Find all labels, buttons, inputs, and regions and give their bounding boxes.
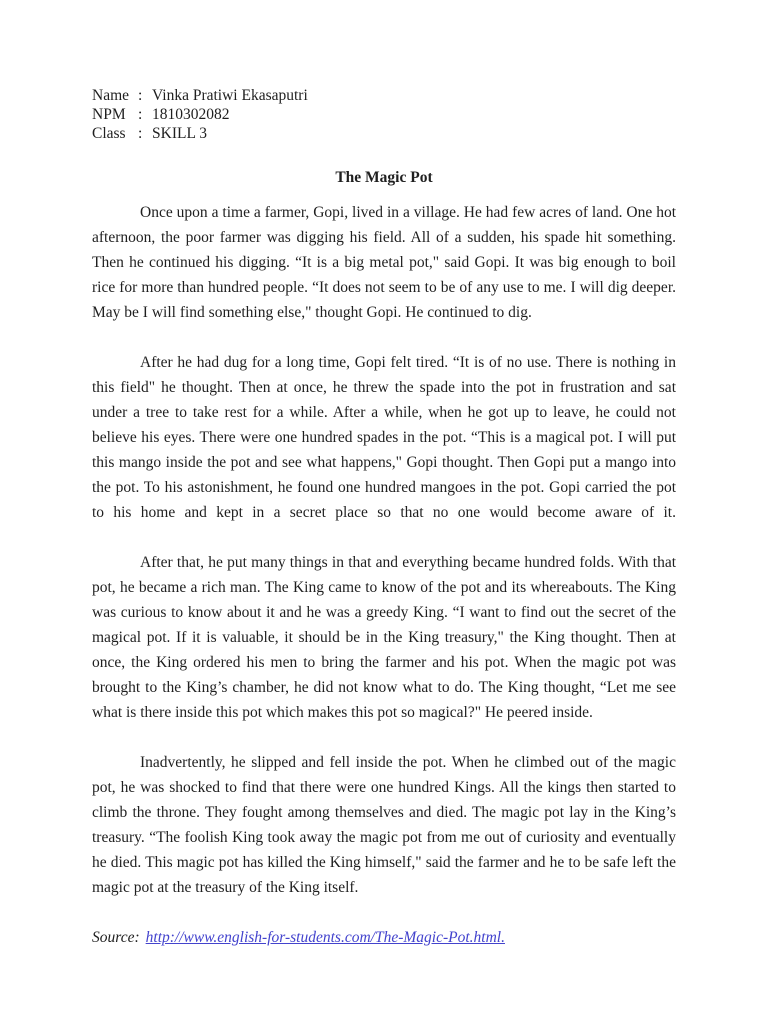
student-info-row-name — [92, 86, 676, 105]
class-value: SKILL 3 — [152, 125, 207, 142]
story-paragraph-1: Once upon a time a farmer, Gopi, lived in a village. He had few acres of land. One hot afternoon, the poor farmer was digging his field. All of a sudden, his spade hit something. Then he continued his digging. “It is a big metal pot," said Gopi. It was big enough to boil rice for more than hundred people. “It does not seem to be of any use to me. I will dig deeper. May be I will find something else," thought Gopi. He continued to dig. — [92, 204, 676, 321]
source-link[interactable]: http://www.english-for-students.com/The-Magic-Pot.html. — [145, 929, 505, 946]
class-label: Class — [92, 125, 126, 142]
student-info — [92, 86, 676, 143]
student-info-row-class — [92, 124, 676, 143]
document-title: The Magic Pot — [335, 169, 433, 186]
story-paragraph-4: Inadvertently, he slipped and fell inside the pot. When he climbed out of the magic pot, he was shocked to find that there were one hundred Kings. All the kings then started to climb the throne. They fought among themselves and died. The magic pot lay in the King’s treasury. “The foolish King took away the magic pot from me out of curiosity and eventually he died. This magic pot has killed the King himself," said the farmer and he to be safe left the magic pot at the treasury of the King itself. — [92, 754, 676, 896]
source-line — [92, 925, 676, 950]
source-label: Source: — [92, 929, 140, 946]
name-separator: : — [138, 87, 143, 104]
student-info-row-npm — [92, 105, 676, 124]
npm-label: NPM — [92, 106, 126, 123]
story-paragraph-2: After he had dug for a long time, Gopi felt tired. “It is of no use. There is nothing in this field" he thought. Then at once, he threw the spade into the pot in frustration and sat under a tree to take rest for a while. After a while, when he got up to leave, he could not believe his eyes. There were one hundred spades in the pot. “This is a magical pot. I will put this mango inside the pot and see what happens," Gopi thought. Then Gopi put a mango into the pot. To his astonishment, he found one hundred mangoes in the pot. Gopi carried the pot to his home and kept in a secret place so that no one would become aware of it. — [92, 354, 676, 521]
name-label: Name — [92, 87, 130, 104]
story-paragraph-3: After that, he put many things in that and everything became hundred folds. With that pot, he became a rich man. The King came to know of the pot and its whereabouts. The King was curious to know about it and he was a greedy King. “I want to find out the secret of the magical pot. If it is valuable, it should be in the King treasury," the King thought. Then at once, the King ordered his men to bring the farmer and his pot. When the magic pot was brought to the King’s chamber, he did not know what to do. The King thought, “Let me see what is there inside this pot which makes this pot so magical?" He peered inside. — [92, 554, 676, 721]
class-separator: : — [138, 125, 143, 142]
name-value: Vinka Pratiwi Ekasaputri — [152, 87, 308, 104]
npm-value: 1810302082 — [152, 106, 230, 123]
npm-separator: : — [138, 106, 143, 123]
